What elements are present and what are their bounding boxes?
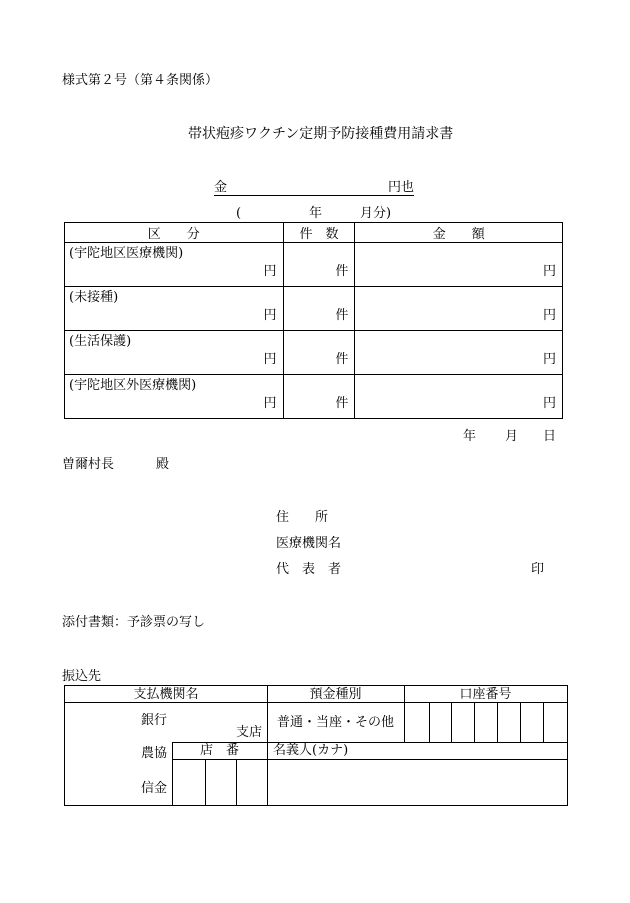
date-month: 月 [505,429,519,444]
unit-yen: 円 [263,308,277,323]
row-label: (生活保護) [69,334,132,349]
form-number: 様式第２号（第４条関係） [62,73,219,88]
unit-yen: 円 [263,396,277,411]
unit-count: 件 [335,308,349,323]
applicant-institution-label: 医療機関名 [276,536,342,551]
row-label: (未接種) [69,290,119,305]
holder-label: 名義人(カナ) [273,743,349,758]
store-no-label: 店 番 [199,743,239,758]
header-deposit-type: 預金種別 [309,687,362,702]
date-day: 日 [543,429,557,444]
period-month: 月分) [360,206,392,221]
date-year: 年 [463,429,477,444]
unit-yen: 円 [263,352,277,367]
attachment-note: 添付書類：予診票の写し [62,615,206,630]
table-row [65,287,563,331]
unit-amount: 円 [542,352,556,367]
header-account-no: 口座番号 [459,687,512,702]
bank-kind-agri: 農協 [141,746,168,761]
bank-kind-shinkin: 信金 [141,781,168,796]
unit-amount: 円 [542,308,556,323]
seal-label: 印 [531,562,545,577]
table-row [65,331,563,375]
row-label: (宇陀地区医療機関) [69,246,184,261]
claim-table [64,222,563,419]
unit-count: 件 [335,396,349,411]
period-year: 年 [309,206,323,221]
page-title: 帯状疱疹ワクチン定期予防接種費用請求書 [188,126,454,142]
unit-count: 件 [335,352,349,367]
row-label: (宇陀地区外医療機関) [69,378,197,393]
header-amount: 金 額 [355,223,563,243]
addressee-honorific: 殿 [156,457,170,472]
unit-amount: 円 [542,264,556,279]
addressee-name: 曽爾村長 [62,457,115,472]
unit-count: 件 [335,264,349,279]
unit-yen: 円 [263,264,277,279]
unit-amount: 円 [542,396,556,411]
applicant-representative-label: 代 表 者 [276,562,342,577]
deposit-options: 普通・当座・その他 [277,715,395,730]
table-row [65,243,563,287]
amount-suffix: 円也 [387,180,414,195]
header-count: 件 数 [283,223,355,243]
header-category: 区 分 [65,223,284,243]
table-row [65,375,563,419]
applicant-address-label: 住 所 [276,510,329,525]
header-bank: 支払機関名 [133,687,199,702]
amount-prefix: 金 [214,180,228,195]
transfer-table [64,685,568,806]
period-open: ( [236,206,242,221]
bank-kind-bank: 銀行 [141,713,168,728]
branch-label: 支店 [236,725,263,740]
transfer-heading: 振込先 [62,669,102,684]
amount-line [214,181,414,196]
